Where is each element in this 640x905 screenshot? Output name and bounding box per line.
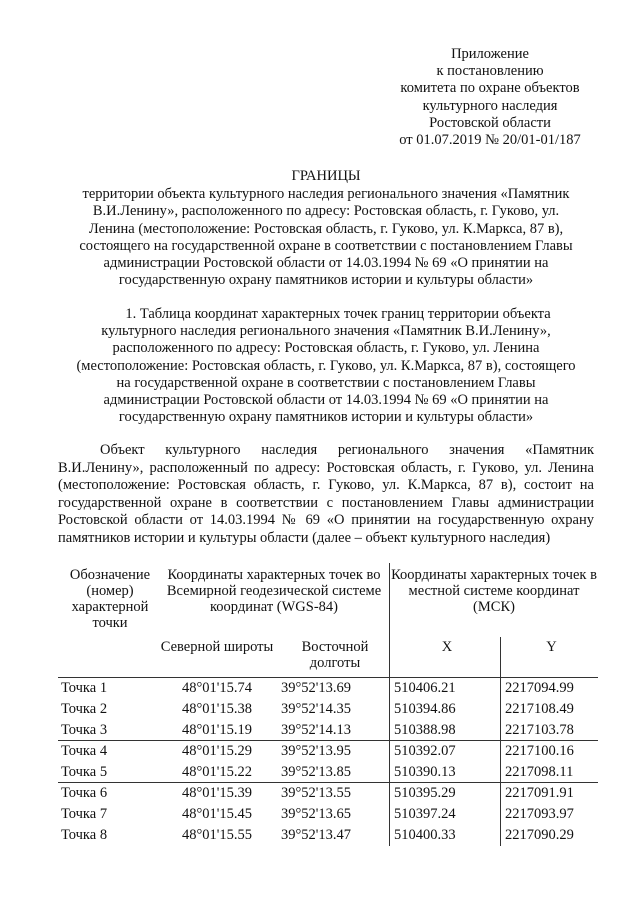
description-block <box>58 442 594 548</box>
section-line: 1. Таблица координат характерных точек границ территории объекта <box>125 306 551 322</box>
cell-y: 2217108.49 <box>501 699 599 720</box>
title-line: государственную охрану памятников истории и культуры области» <box>118 272 534 289</box>
cell-point-name: Точка 3 <box>61 721 108 738</box>
cell-point-name: Точка 5 <box>61 763 108 780</box>
title-line: состоящего на государственной охране в соответствии с постановлением Главы <box>79 237 573 254</box>
cell-y: 2217100.16 <box>501 741 599 762</box>
cell-lon: 39°52'14.13 <box>281 721 352 738</box>
cell-point-name: Точка 7 <box>61 806 108 822</box>
cell-x: 510395.29 <box>390 783 501 804</box>
header-designation: Обозначение (номер) характерной точки <box>69 567 151 631</box>
cell-lat: 48°01'15.22 <box>181 763 253 780</box>
coordinates-table <box>58 563 598 846</box>
cell-lon: 39°52'13.85 <box>281 763 352 780</box>
cell-point-name: Точка 2 <box>61 701 108 717</box>
cell-lat: 48°01'15.38 <box>181 701 253 717</box>
appendix-date-line: от 01.07.2019 № 20/01-01/187 <box>399 132 581 149</box>
cell-point-name: Точка 1 <box>58 678 159 699</box>
cell-y: 2217094.99 <box>501 678 599 699</box>
appendix-line: к постановлению <box>436 63 544 80</box>
header-y: Y <box>501 637 599 678</box>
cell-y: 2217093.97 <box>501 804 599 825</box>
cell-y: 2217091.91 <box>501 783 599 804</box>
description-paragraph: Объект культурного наследия регионального значения «Памятник В.И.Ленину», расположенный по адресу: Ростовская область, г. Гуково, ул. Ленина (местоположение: Ростовская область, г. Гуково, ул. К.Маркса, 87 в), состоит на государственной охране в соответствии с постановлением Главы администрации Ростовской области от 14.03.1994 № 69 «О принятии на государственную охрану памятников истории и культуры области (далее – объект культурного наследия) <box>58 442 594 546</box>
header-wgs: Координаты характерных точек во Всемирной геодезической системе координат (WGS-84) <box>166 567 382 615</box>
table-row <box>58 720 598 741</box>
cell-x: 510397.24 <box>390 804 501 825</box>
cell-lon: 39°52'13.95 <box>275 741 390 762</box>
section-line: государственную охрану памятников истории и культуры области» <box>118 409 534 426</box>
cell-lat: 48°01'15.29 <box>159 741 275 762</box>
appendix-line: культурного наследия <box>422 97 558 114</box>
document-heading: ГРАНИЦЫ <box>291 168 361 184</box>
cell-x: 510400.33 <box>390 825 501 846</box>
table-row <box>58 678 598 699</box>
cell-x: 510406.21 <box>390 678 501 699</box>
section-line: администрации Ростовской области от 14.03.1994 № 69 «О принятии на <box>103 392 549 409</box>
cell-lat: 48°01'15.74 <box>159 678 275 699</box>
table-row <box>58 783 598 804</box>
table-row <box>58 762 598 783</box>
title-line: территории объекта культурного наследия регионального значения «Памятник <box>82 186 570 203</box>
appendix-line: комитета по охране объектов <box>400 80 580 97</box>
appendix-line: Ростовской области <box>429 114 551 131</box>
cell-x: 510394.86 <box>390 699 501 720</box>
appendix-line: Приложение <box>451 46 529 62</box>
cell-x: 510390.13 <box>390 762 501 783</box>
cell-y: 2217103.78 <box>501 720 599 741</box>
appendix-block <box>380 46 600 149</box>
cell-lon: 39°52'13.69 <box>275 678 390 699</box>
cell-point-name: Точка 8 <box>61 827 108 843</box>
header-lat: Северной широты <box>159 637 275 678</box>
title-line: администрации Ростовской области от 14.03.1994 № 69 «О принятии на <box>103 255 549 272</box>
section-line: (местоположение: Ростовская область, г. Гуково, ул. К.Маркса, 87 в), состоящего <box>76 357 576 374</box>
section-line: расположенного по адресу: Ростовская область, г. Гуково, ул. Ленина <box>112 340 540 357</box>
title-line: В.И.Ленину», расположенного по адресу: Ростовская область, г. Гуково, ул. <box>92 203 560 220</box>
header-x: X <box>390 637 501 678</box>
table-row <box>58 825 598 846</box>
table-row <box>58 804 598 825</box>
cell-x: 510392.07 <box>390 741 501 762</box>
title-block <box>58 168 594 289</box>
cell-point-name: Точка 4 <box>58 741 159 762</box>
cell-lon: 39°52'13.55 <box>275 783 390 804</box>
table-row <box>58 699 598 720</box>
section-line: культурного наследия регионального значения «Памятник В.И.Ленину», <box>101 323 551 340</box>
cell-y: 2217090.29 <box>501 825 599 846</box>
cell-lat: 48°01'15.55 <box>181 827 253 843</box>
cell-lat: 48°01'15.39 <box>159 783 275 804</box>
cell-x: 510388.98 <box>390 720 501 741</box>
cell-lat: 48°01'15.19 <box>181 721 253 738</box>
cell-lat: 48°01'15.45 <box>181 806 253 822</box>
cell-lon: 39°52'13.47 <box>281 827 352 843</box>
section-line: на государственной охране в соответствии с постановлением Главы <box>116 374 536 391</box>
cell-y: 2217098.11 <box>501 762 599 783</box>
header-lon: Восточной долготы <box>275 637 390 678</box>
section-heading <box>58 306 594 426</box>
cell-lon: 39°52'14.35 <box>281 701 352 717</box>
header-msk: Координаты характерных точек в местной системе координат (МСК) <box>390 563 599 637</box>
title-line: Ленина (местоположение: Ростовская область, г. Гуково, ул. К.Маркса, 87 в), <box>88 220 564 237</box>
cell-point-name: Точка 6 <box>58 783 159 804</box>
table-row <box>58 741 598 762</box>
cell-lon: 39°52'13.65 <box>281 806 352 822</box>
